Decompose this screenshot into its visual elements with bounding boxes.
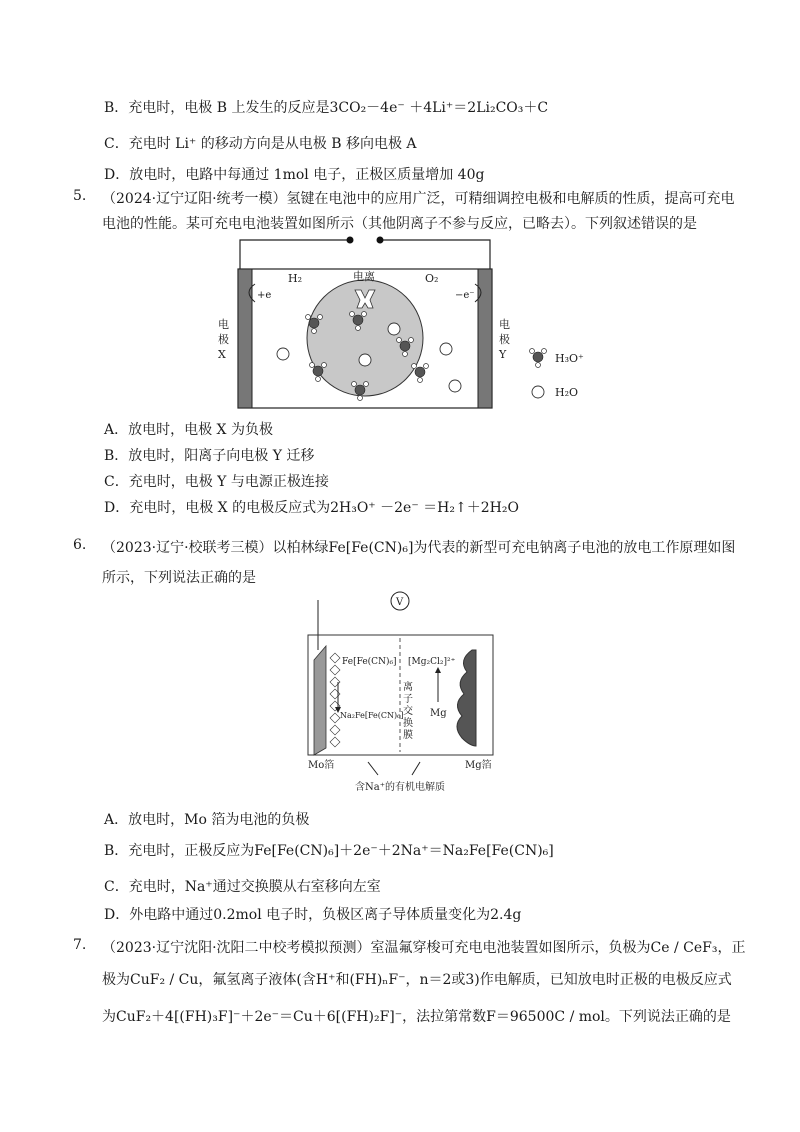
option-c: C．充电时，电极 Y 与电源正极连接 — [104, 474, 329, 490]
option-d: D．外电路中通过0.2mol 电子时，负极区离子导体质量变化为2.4g — [104, 907, 522, 923]
h3o-ion — [400, 341, 410, 351]
question-stem: 为CuF₂＋4[(FH)₃F]⁻＋2e⁻＝Cu＋6[(FH)₂F]⁻，法拉第常数F＝96500C / mol。下列说法正确的是 — [102, 1009, 731, 1025]
electrode-x-label: 极 — [218, 333, 229, 346]
mo-foil-electrode — [314, 646, 326, 755]
h2o-molecule — [388, 323, 400, 335]
option-b: B．充电时，正极反应为Fe[Fe(CN)₆]＋2e⁻＋2Na⁺＝Na₂Fe[Fe(CN)₆] — [104, 843, 554, 859]
h3o-ion — [353, 315, 363, 325]
right-electron-label: −e⁻ — [455, 290, 475, 301]
question-number: 6. — [73, 537, 87, 553]
h3o-ion — [355, 385, 365, 395]
legend-h3o-ion — [533, 352, 543, 362]
fe-label: Fe[Fe(CN)₆] — [342, 657, 397, 667]
option-b: B．放电时，阳离子向电极 Y 迁移 — [104, 448, 315, 464]
option-c: C．充电时，Na⁺通过交换膜从右室移向左室 — [104, 879, 381, 895]
legend-h2o-molecule — [532, 386, 544, 398]
terminal-dot — [377, 237, 384, 244]
h3o-ion — [313, 366, 323, 376]
question-stem: 所示，下列说法正确的是 — [102, 570, 256, 586]
hydrogen-bond-battery-figure — [210, 232, 600, 412]
question-stem: （2024·辽宁辽阳·统考一模）氢键在电池中的应用广泛，可精细调控电极和电解质的性质，提高可充电 — [102, 191, 735, 207]
mg-foil-electrode — [457, 650, 476, 746]
question-stem: 电池的性能。某可充电电池装置如图所示（其他阴离子不参与反应，已略去）。下列叙述错误的是 — [102, 216, 697, 232]
na-label: Na₂Fe[Fe(CN)₆] — [340, 711, 404, 720]
electrode-y-label: 电 — [499, 318, 510, 331]
legend-h2o-label: H₂O — [555, 386, 579, 399]
option-d: D．放电时，电路中每通过 1mol 电子，正极区质量增加 40g — [104, 167, 485, 183]
voltmeter-label: V — [396, 597, 404, 608]
h3o-ion — [415, 367, 425, 377]
electrode-y-label: Y — [499, 348, 507, 361]
question-stem: 极为CuF₂ / Cu，氟氢离子液体(含H⁺和(FH)ₙF⁻，n＝2或3)作电解质，已知放电时正极的电极反应式 — [102, 972, 732, 988]
legend-h3o-label: H₃O⁺ — [555, 352, 584, 365]
h3o-ion — [309, 318, 319, 328]
question-number: 7. — [73, 937, 87, 953]
left-electron-label: +e — [257, 290, 272, 301]
question-number: 5. — [73, 188, 87, 204]
membrane-label: 电离 — [353, 270, 375, 283]
h2o-molecule — [277, 348, 289, 360]
membrane-label: 交 — [403, 706, 413, 717]
mo-foil-label: Mo箔 — [308, 760, 335, 771]
electrolyte-label: 含Na⁺的有机电解质 — [355, 782, 445, 793]
h2o-molecule — [359, 354, 371, 366]
option-b: B．充电时，电极 B 上发生的反应是3CO₂－4e⁻ ＋4Li⁺＝2Li₂CO₃＋C — [104, 100, 549, 116]
question-stem: （2023·辽宁·校联考三模）以柏林绿Fe[Fe(CN)₆]为代表的新型可充电钠离子电池的放电工作原理如图 — [102, 540, 736, 556]
mg-label: Mg — [430, 708, 447, 719]
h2o-molecule — [440, 343, 452, 355]
membrane-label: 换 — [403, 718, 413, 729]
sodium-ion-battery-figure — [300, 590, 500, 800]
question-stem: （2023·辽宁沈阳·沈阳二中校考模拟预测）室温氟穿梭可充电电池装置如图所示，负极为Ce / CeF₃，正 — [102, 940, 746, 956]
membrane-label: 膜 — [403, 730, 413, 741]
option-a: A．放电时，电极 X 为负极 — [104, 422, 273, 438]
option-d: D．充电时，电极 X 的电极反应式为2H₃O⁺ －2e⁻ ＝H₂↑＋2H₂O — [104, 500, 519, 516]
electrode-x-label: 电 — [218, 318, 229, 331]
membrane-label: 子 — [403, 694, 413, 705]
option-a: A．放电时，Mo 箔为电池的负极 — [104, 812, 310, 828]
mg-foil-label: Mg箔 — [465, 760, 492, 771]
mg-complex-label: [Mg₂Cl₂]²⁺ — [408, 657, 456, 667]
terminal-dot — [347, 237, 354, 244]
membrane-label: 离 — [403, 682, 413, 693]
o2-label: O₂ — [425, 272, 439, 285]
option-c: C．充电时 Li⁺ 的移动方向是从电极 B 移向电极 A — [104, 136, 417, 152]
h2-label: H₂ — [288, 272, 303, 285]
electrode-y-label: 极 — [499, 333, 510, 346]
electrode-x-label: X — [218, 348, 226, 361]
h2o-molecule — [449, 380, 461, 392]
